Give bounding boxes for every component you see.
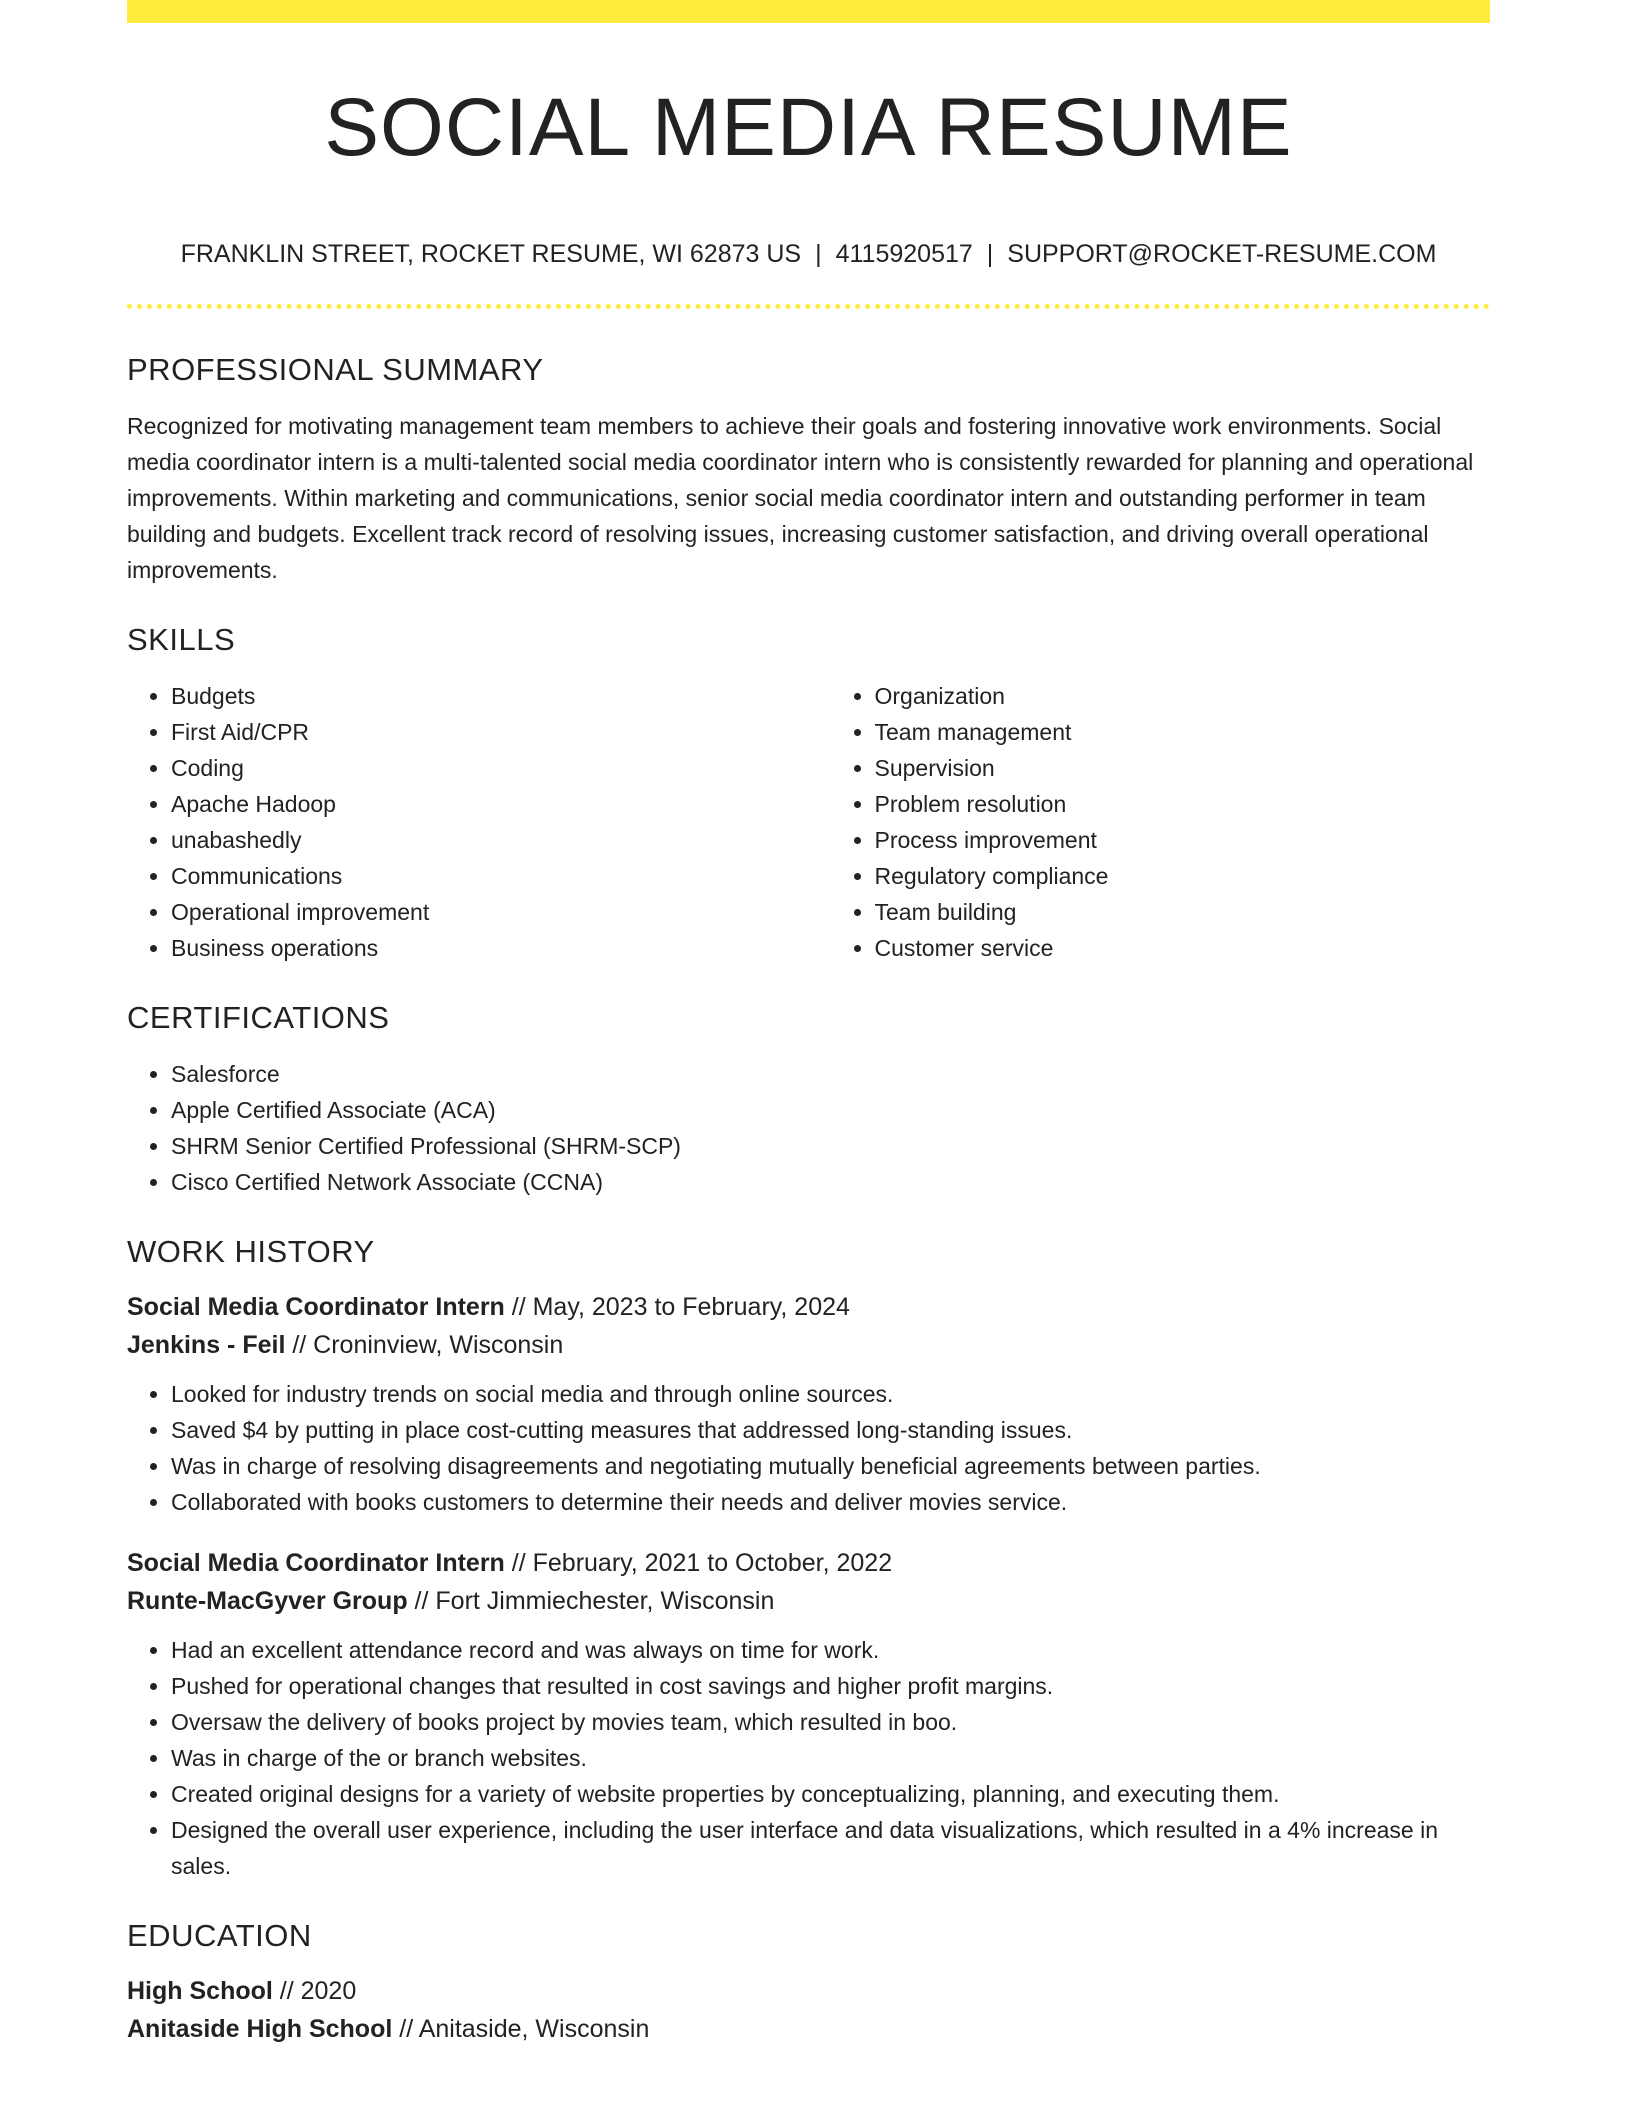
skill-item: • Operational improvement bbox=[171, 894, 787, 930]
education-section bbox=[127, 1914, 1490, 2048]
job-bullet: • Pushed for operational changes that resulted in cost savings and higher profit margins. bbox=[171, 1668, 1490, 1704]
summary-section bbox=[127, 348, 1490, 588]
job-bullet: • Was in charge of resolving disagreements and negotiating mutually beneficial agreements between parties. bbox=[171, 1448, 1490, 1484]
skill-item: • Process improvement bbox=[875, 822, 1491, 858]
contact-line bbox=[127, 234, 1490, 274]
address: FRANKLIN STREET, ROCKET RESUME, WI 62873 US bbox=[180, 240, 802, 268]
work-history-section bbox=[127, 1230, 1490, 1884]
job-title-line bbox=[127, 1544, 1490, 1582]
job-dates: // February, 2021 to October, 2022 bbox=[504, 1549, 893, 1577]
education-entry bbox=[127, 1972, 1490, 2048]
education-location: // Anitaside, Wisconsin bbox=[392, 2015, 650, 2043]
skill-item: • Regulatory compliance bbox=[875, 858, 1491, 894]
education-year: // 2020 bbox=[272, 1977, 357, 2005]
job-company: Runte-MacGyver Group bbox=[127, 1587, 408, 1615]
skill-item: • Organization bbox=[875, 678, 1491, 714]
skill-item: • Apache Hadoop bbox=[171, 786, 787, 822]
job-company-line bbox=[127, 1326, 1490, 1364]
summary-heading: PROFESSIONAL SUMMARY bbox=[127, 352, 544, 387]
certifications-list bbox=[127, 1056, 1490, 1200]
job-bullet: • Looked for industry trends on social media and through online sources. bbox=[171, 1376, 1490, 1412]
job-title-line bbox=[127, 1288, 1490, 1326]
skill-item: • Customer service bbox=[875, 930, 1491, 966]
skill-item: • Budgets bbox=[171, 678, 787, 714]
job-location: // Fort Jimmiechester, Wisconsin bbox=[407, 1587, 775, 1615]
skill-item: • Problem resolution bbox=[875, 786, 1491, 822]
certification-item: • SHRM Senior Certified Professional (SHRM-SCP) bbox=[171, 1128, 1490, 1164]
skill-item: • Team management bbox=[875, 714, 1491, 750]
job-dates: // May, 2023 to February, 2024 bbox=[504, 1293, 850, 1321]
job-bullet: • Created original designs for a variety of website properties by conceptualizing, planning, and executing them. bbox=[171, 1776, 1490, 1812]
certifications-heading: CERTIFICATIONS bbox=[127, 1000, 390, 1035]
job-company-line bbox=[127, 1582, 1490, 1620]
skills-columns bbox=[127, 678, 1490, 966]
certification-item: • Salesforce bbox=[171, 1056, 1490, 1092]
certifications-section bbox=[127, 996, 1490, 1200]
certification-item: • Apple Certified Associate (ACA) bbox=[171, 1092, 1490, 1128]
skills-section bbox=[127, 618, 1490, 966]
job-entry bbox=[127, 1288, 1490, 1520]
skills-heading: SKILLS bbox=[127, 622, 236, 657]
job-bullet: • Oversaw the delivery of books project by movies team, which resulted in boo. bbox=[171, 1704, 1490, 1740]
separator: | bbox=[986, 240, 994, 268]
education-school-line bbox=[127, 2010, 1490, 2048]
job-title: Social Media Coordinator Intern bbox=[127, 1549, 505, 1577]
job-bullets bbox=[127, 1376, 1490, 1520]
skill-item: • Business operations bbox=[171, 930, 787, 966]
job-company: Jenkins - Feil bbox=[127, 1331, 286, 1359]
skill-item: • Team building bbox=[875, 894, 1491, 930]
job-bullet: • Was in charge of the or branch websites. bbox=[171, 1740, 1490, 1776]
skill-item: • Supervision bbox=[875, 750, 1491, 786]
skill-item: • Coding bbox=[171, 750, 787, 786]
accent-bar bbox=[127, 0, 1490, 23]
job-bullet: • Had an excellent attendance record and was always on time for work. bbox=[171, 1632, 1490, 1668]
education-heading: EDUCATION bbox=[127, 1918, 312, 1953]
job-location: // Croninview, Wisconsin bbox=[285, 1331, 564, 1359]
job-bullet: • Collaborated with books customers to determine their needs and deliver movies service. bbox=[171, 1484, 1490, 1520]
summary-text: Recognized for motivating management team members to achieve their goals and fostering innovative work environments. Social media coordinator intern is a multi-talented social media coordinator intern who is consistently rewarded for planning and operational improvements. Within marketing and communications, senior social media coordinator intern and outstanding performer in team building and budgets. Excellent track record of resolving issues, increasing customer satisfaction, and driving overall operational improvements. bbox=[127, 413, 1474, 583]
email: SUPPORT@ROCKET-RESUME.COM bbox=[1007, 240, 1437, 268]
resume-body bbox=[127, 348, 1490, 2048]
resume-title: SOCIAL MEDIA RESUME bbox=[324, 82, 1293, 173]
education-degree: High School bbox=[127, 1977, 273, 2005]
job-bullet: • Saved $4 by putting in place cost-cutting measures that addressed long-standing issues. bbox=[171, 1412, 1490, 1448]
job-bullets bbox=[127, 1632, 1490, 1884]
job-title: Social Media Coordinator Intern bbox=[127, 1293, 505, 1321]
job-bullet: • Designed the overall user experience, including the user interface and data visualizations, which resulted in a 4% increase in sales. bbox=[171, 1812, 1490, 1884]
education-school: Anitaside High School bbox=[127, 2015, 393, 2043]
phone: 4115920517 bbox=[835, 240, 973, 268]
education-degree-line bbox=[127, 1972, 1490, 2010]
skills-list-right bbox=[831, 678, 1491, 966]
separator: | bbox=[815, 240, 822, 268]
skills-list-left bbox=[127, 678, 787, 966]
job-entry bbox=[127, 1544, 1490, 1884]
work-history-heading: WORK HISTORY bbox=[127, 1234, 375, 1269]
skill-item: • Communications bbox=[171, 858, 787, 894]
dotted-divider bbox=[127, 304, 1490, 309]
skill-item: • unabashedly bbox=[171, 822, 787, 858]
certification-item: • Cisco Certified Network Associate (CCNA) bbox=[171, 1164, 1490, 1200]
skill-item: • First Aid/CPR bbox=[171, 714, 787, 750]
